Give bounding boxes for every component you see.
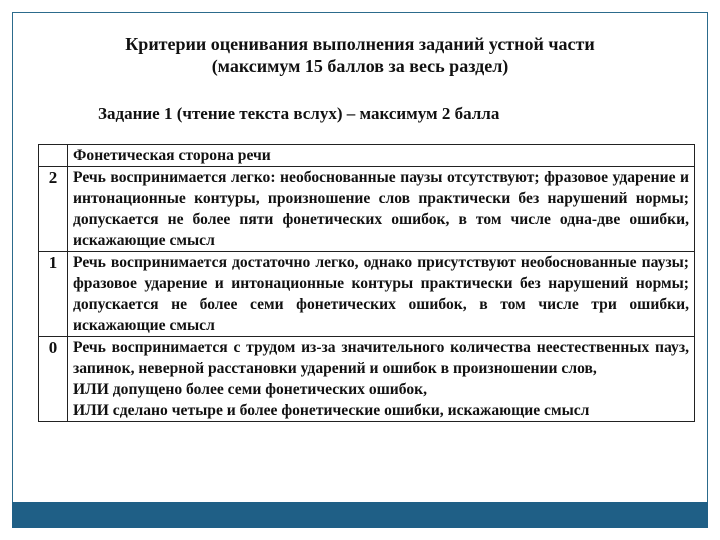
criteria-table — [38, 144, 695, 422]
header-score-cell — [39, 145, 68, 167]
score-cell: 2 — [39, 167, 68, 252]
page-title — [0, 33, 720, 77]
task-heading: Задание 1 (чтение текста вслух) – максимум 2 балла — [98, 104, 500, 123]
criterion-line: ИЛИ сделано четыре и более фонетические ошибки, искажающие смысл — [73, 402, 590, 419]
criterion-line: Речь воспринимается с трудом из-за значительного количества неестественных пауз, запинок, неверной расстановки ударений и ошибок в произношении слов, — [73, 339, 689, 377]
criterion-text: Речь воспринимается достаточно легко, однако присутствуют необоснованные паузы; фразовое ударение и интонационные контуры практически без нарушений нормы; допускается не более семи фонетических ошибок, в том числе три ошибки, искажающие смысл — [68, 252, 695, 337]
score-cell: 0 — [39, 337, 68, 422]
table-row — [39, 252, 695, 337]
table-header-row — [39, 145, 695, 167]
criterion-text: Речь воспринимается легко: необоснованные паузы отсутствуют; фразовое ударение и интонационные контуры, произношение слов практически без нарушений нормы; допускается не более пяти фонетических ошибок, в том числе одна-две ошибки, искажающие смысл — [68, 167, 695, 252]
table-header: Фонетическая сторона речи — [68, 145, 695, 167]
table-row — [39, 167, 695, 252]
criterion-line: ИЛИ допущено более семи фонетических ошибок, — [73, 381, 428, 398]
table-row — [39, 337, 695, 422]
score-cell: 1 — [39, 252, 68, 337]
footer-bar — [12, 502, 708, 528]
criterion-text — [68, 337, 695, 422]
title-line-2: (максимум 15 баллов за весь раздел) — [211, 56, 509, 76]
title-line-1: Критерии оценивания выполнения заданий устной части — [125, 34, 595, 54]
